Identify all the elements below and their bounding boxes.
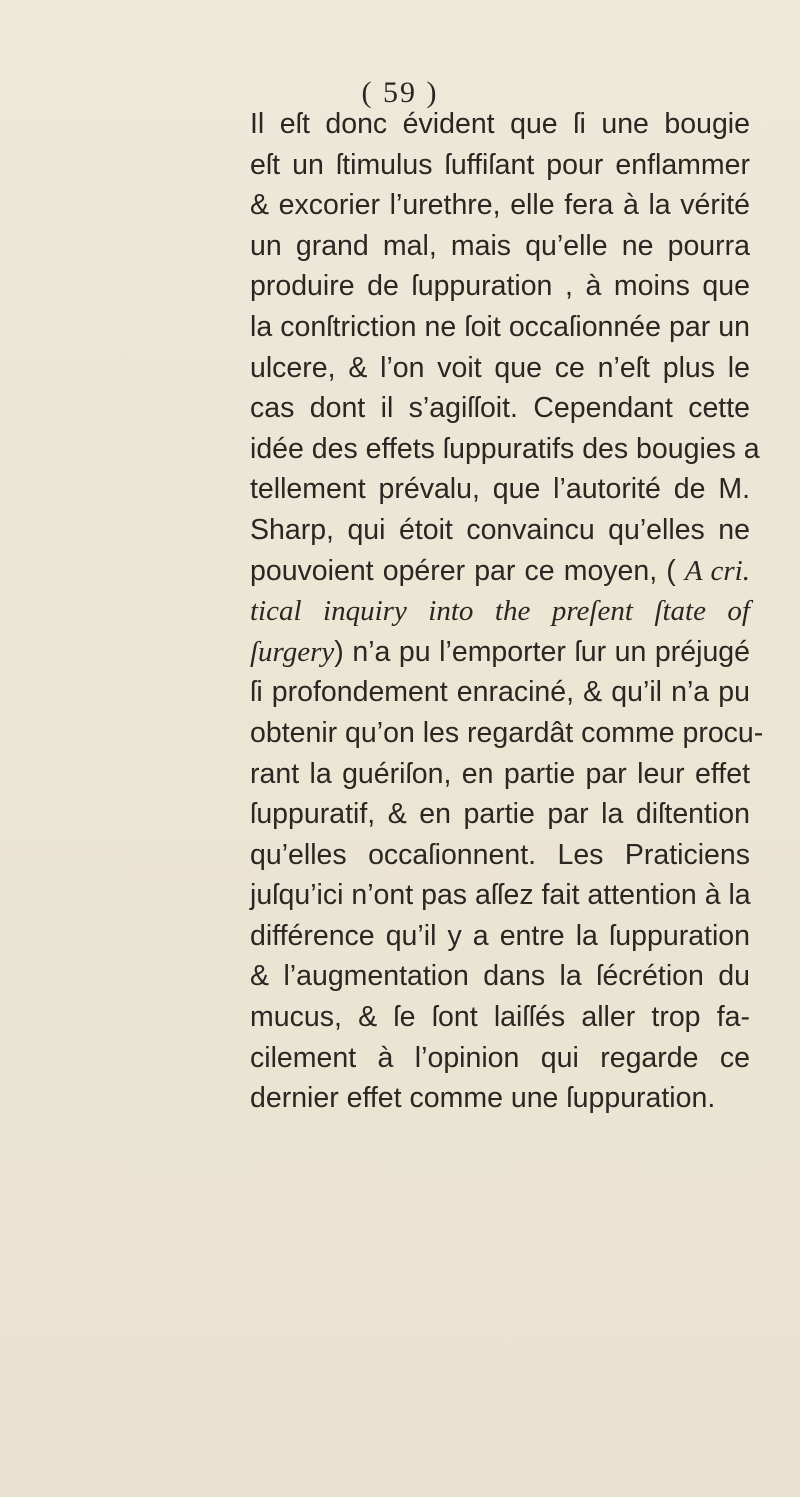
italic-book-title: A cri. [684,554,750,587]
text-line: & l’augmentation dans la ſécrétion du [250,960,750,993]
text-line [250,632,750,673]
text-line: ſuppuratif, & en partie par la diſtention [250,798,750,831]
text-line: cas dont il s’agiſſoit. Cependant cette [250,392,750,425]
text-line [250,591,750,632]
text-line: la conſtriction ne ſoit occaſionnée par un [250,310,750,343]
text-line: obtenir qu’on les regardât comme procu- [250,716,764,749]
text-line: Sharp, qui étoit convaincu qu’elles ne [250,513,750,546]
text-line: ulcere, & l’on voit que ce n’eſt plus le [250,351,750,384]
text-line: produire de ſuppuration , à moins que [250,270,750,303]
text-line: eſt un ſtimulus ſuffiſant pour enflammer [250,148,750,181]
text-line: juſqu’ici n’ont pas aſſez fait attention à la [250,879,751,912]
text-line: cilement à l’opinion qui regarde ce [250,1041,750,1074]
body-text [250,104,764,1119]
page-number: ( 59 ) [361,76,439,109]
text-line [250,551,750,592]
text-line: tellement prévalu, que l’autorité de M. [250,473,750,506]
text-line: ſi profondement enraciné, & qu’il n’a pu [250,676,750,709]
italic-book-title: ſurgery [250,635,335,668]
text-line: différence qu’il y a entre la ſuppuration [250,919,750,952]
text-line: un grand mal, mais qu’elle ne pourra [250,229,750,262]
text-line: Il eſt donc évident que ſi une bougie [250,108,750,140]
text-line: idée des effets ſuppuratifs des bougies a [250,432,760,465]
text-segment: ) n’a pu l’emporter ſur un préjugé [334,635,750,668]
text-line: rant la guériſon, en partie par leur effet [250,757,750,790]
italic-book-title: tical inquiry into the preſent ſtate of [250,595,750,628]
text-line: qu’elles occaſionnent. Les Praticiens [250,838,750,871]
text-segment: pouvoient opérer par ce moyen, ( [250,554,685,587]
text-line: mucus, & ſe ſont laiſſés aller trop fa- [250,1001,750,1034]
text-line: dernier effet comme une ſuppuration. [250,1082,716,1115]
text-line: & excorier l’urethre, elle fera à la vérité [250,189,750,222]
